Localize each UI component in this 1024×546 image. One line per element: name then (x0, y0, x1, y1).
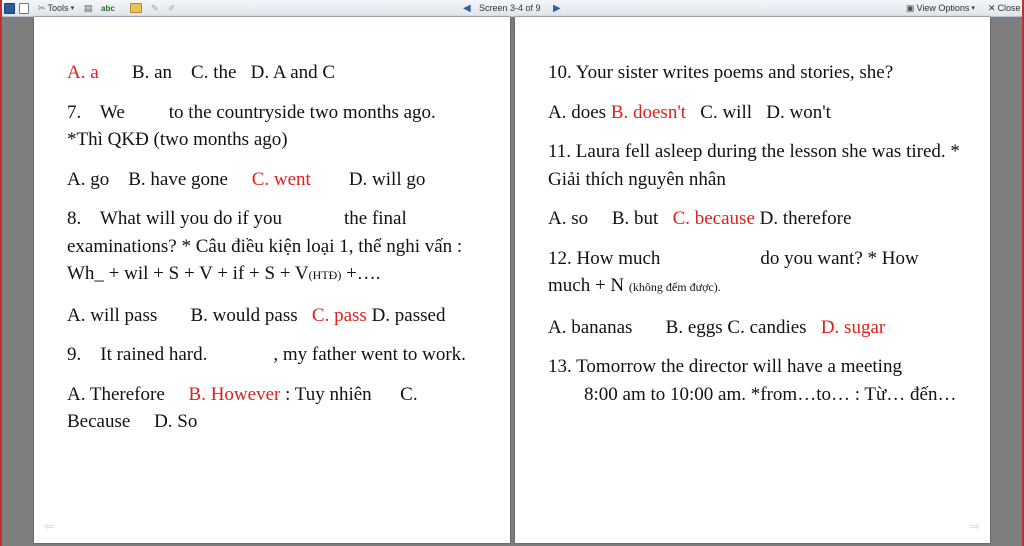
chevron-down-icon: ▾ (70, 5, 75, 12)
question-number: 7. (67, 101, 82, 123)
question-text: What will you do if you (99, 208, 282, 229)
option-c: C. the (191, 62, 237, 83)
view-options-icon: ▣ (906, 2, 915, 13)
highlighter-icon: ✎ (151, 2, 159, 13)
spelling-icon: abc (101, 3, 115, 13)
chevron-down-icon: ▾ (971, 5, 975, 12)
translation-note: : Tuy nhiên (285, 383, 372, 405)
question-number: 9. (67, 344, 82, 365)
question-text: We (99, 101, 125, 123)
tools-menu[interactable] (38, 2, 74, 14)
question-text: do you want? * How much + N (548, 247, 919, 296)
question-text: 10. Your sister writes poems and stories, she? (548, 62, 894, 83)
screen-label: Screen 3-4 of 9 (479, 3, 541, 13)
question-12-options (548, 314, 960, 342)
option-c: C. because (672, 208, 755, 229)
comment-button[interactable] (168, 2, 176, 14)
option-b: B. eggs (665, 316, 723, 338)
option-b: B. but (611, 208, 659, 229)
question-7-options (67, 166, 477, 194)
option-a: A. will pass (67, 304, 158, 326)
page-button[interactable] (19, 2, 29, 14)
option-d: D. will go (348, 168, 426, 190)
question-text: It rained hard. (100, 344, 208, 365)
option-b: B. have gone (128, 168, 228, 190)
next-page-arrow[interactable] (970, 519, 980, 533)
close-button[interactable] (988, 2, 1021, 14)
option-a: A. a (67, 62, 99, 83)
question-6-options (67, 59, 477, 87)
question-10 (548, 59, 960, 87)
left-page (34, 17, 510, 543)
close-icon: ✕ (988, 2, 996, 13)
left-page-content (67, 59, 477, 448)
folder-button[interactable] (130, 2, 142, 14)
option-b: B. would pass (190, 304, 298, 326)
question-9-options (67, 381, 477, 436)
thesaurus-icon: ▤ (84, 2, 93, 13)
option-b: B. However (188, 383, 281, 405)
question-text: 8:00 am to 10:00 am. *from…to… : Từ… đến… (584, 383, 957, 405)
save-icon (4, 3, 15, 14)
tools-label: Tools (47, 3, 69, 13)
previous-page-arrow[interactable] (44, 519, 54, 533)
question-text: , my father went to work. (273, 344, 466, 365)
option-b: B. an (131, 62, 173, 83)
question-9 (67, 341, 477, 369)
question-text: 11. Laura fell asleep during the lesson she was tired. * Giải thích nguyên nhân (548, 141, 960, 190)
option-c: C. Because (67, 383, 418, 432)
question-11-options (548, 205, 960, 233)
tense-note: (HTĐ) (308, 268, 342, 282)
option-a: A. bananas (548, 316, 633, 338)
grammar-hint: *Thì QKĐ (two months ago) (67, 129, 288, 150)
spelling-button[interactable] (101, 2, 115, 14)
question-7 (67, 99, 477, 154)
arrow-right-icon: ⇨ (969, 519, 980, 533)
question-12 (548, 245, 960, 302)
question-8-options (67, 302, 477, 330)
question-text: to the countryside two months ago. (168, 101, 436, 123)
previous-screen-button[interactable] (463, 2, 471, 14)
option-d: D. A and C (250, 62, 336, 83)
save-button[interactable] (4, 2, 15, 14)
view-options-label: View Options (916, 3, 970, 13)
question-8 (67, 205, 477, 290)
arrow-left-icon: ◀ (463, 2, 471, 14)
option-b: B. doesn't (610, 101, 687, 123)
question-text: +…. (341, 263, 381, 284)
highlight-button[interactable] (151, 2, 159, 14)
question-text: the final examinations? * Câu điều kiện loại 1, thể nghi vấn : Wh_ + wil + S + V + if + S + V (67, 208, 463, 284)
question-11 (548, 138, 960, 193)
option-d: D. therefore (759, 208, 852, 229)
question-13 (548, 353, 960, 408)
question-number: 8. (67, 208, 82, 229)
option-d: D. So (154, 411, 198, 432)
right-page (515, 17, 990, 543)
thesaurus-button[interactable] (84, 2, 93, 14)
screen-indicator (479, 2, 541, 14)
comment-icon: ✐ (168, 2, 176, 13)
folder-icon (130, 3, 142, 13)
option-a: A. so (548, 208, 589, 229)
option-a: A. go (67, 168, 110, 190)
option-c: C. went (251, 168, 311, 190)
option-d: D. passed (371, 304, 446, 326)
right-page-content (548, 59, 960, 420)
option-d: D. sugar (820, 316, 886, 338)
grammar-note: (không đếm được). (628, 280, 721, 294)
view-options-menu[interactable] (906, 2, 975, 14)
page-icon (19, 3, 29, 14)
question-text: 13. Tomorrow the director will have a meeting (548, 356, 902, 377)
question-text: 12. How much (548, 247, 661, 269)
arrow-left-icon: ⇦ (44, 519, 55, 533)
option-a: A. does (548, 101, 607, 123)
close-label: Close (997, 3, 1021, 13)
next-screen-button[interactable] (553, 2, 561, 14)
option-c: C. candies (727, 316, 807, 338)
option-d: D. won't (766, 101, 831, 123)
reading-toolbar (0, 0, 1024, 17)
option-c: C. will (700, 101, 752, 123)
tools-icon: ✂ (38, 2, 46, 13)
arrow-right-icon: ▶ (553, 2, 561, 14)
option-a: A. Therefore (67, 383, 165, 405)
option-c: C. pass (311, 304, 367, 326)
question-10-options (548, 99, 960, 127)
